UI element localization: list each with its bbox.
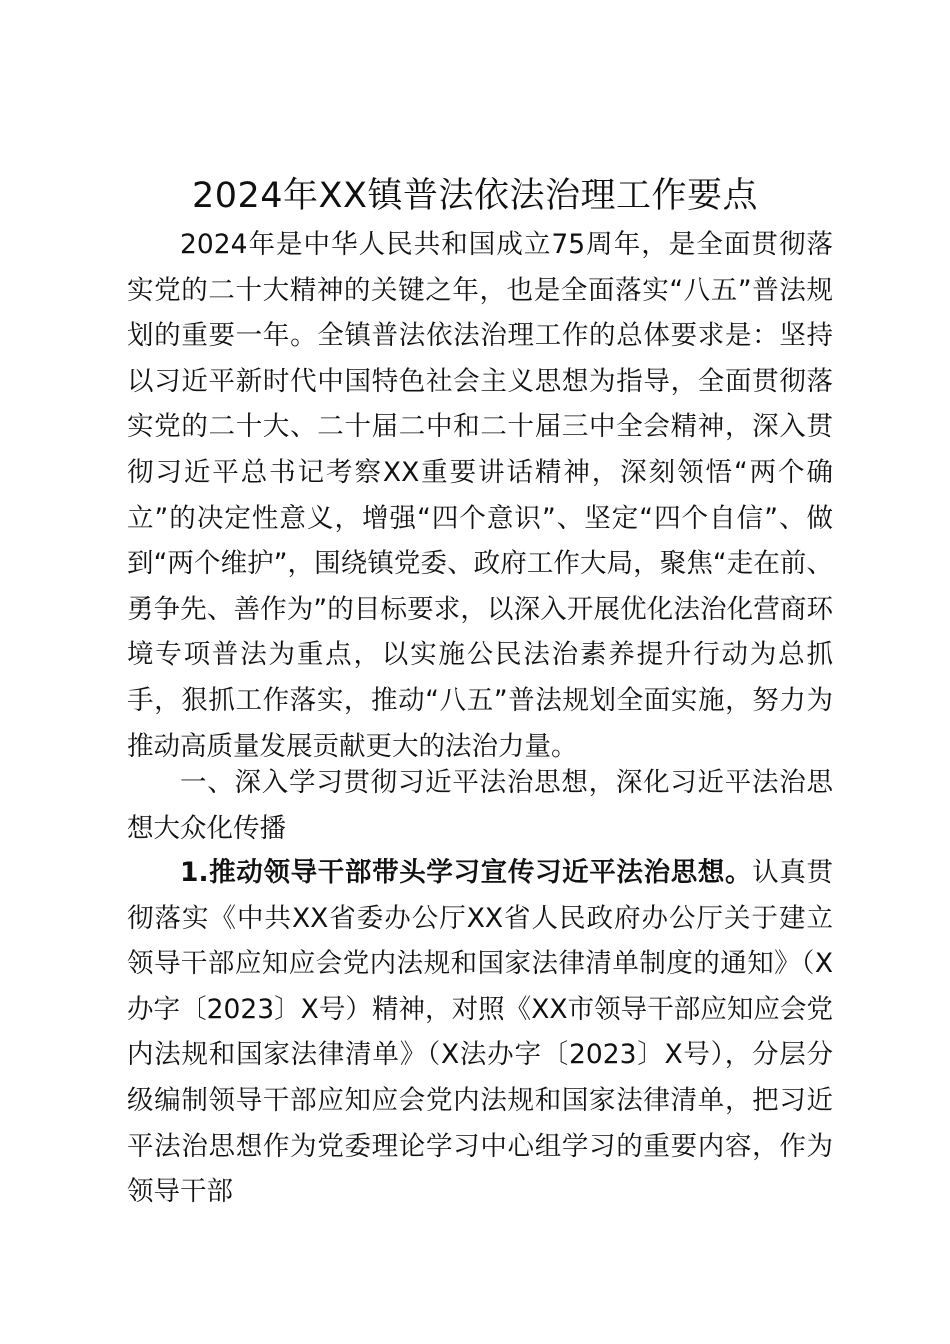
item-1-paragraph [127,850,833,1215]
section-1-heading: 一、深入学习贯彻习近平法治思想，深化习近平法治思想大众化传播 [127,767,833,844]
item-1-lead: 1.推动领导干部带头学习宣传习近平法治思想。 [180,857,753,888]
intro-paragraph: 2024年是中华人民共和国成立75周年，是全面贯彻落实党的二十大精神的关键之年，也是全面落实“八五”普法规划的重要一年。全镇普法依法治理工作的总体要求是：坚持以习近平新时代中国特色社会主义思想为指导，全面贯彻落实党的二十大、二十届二中和二十届三中全会精神，深入贯彻习近平总书记考察XX重要讲话精神，深刻领悟“两个确立”的决定性意义，增强“四个意识”、坚定“四个自信”、做到“两个维护”，围绕镇党委、政府工作大局，聚焦“走在前、勇争先、善作为”的目标要求，以深入开展优化法治化营商环境专项普法为重点，以实施公民法治素养提升行动为总抓手，狠抓工作落实，推动“八五”普法规划全面实施，努力为推动高质量发展贡献更大的法治力量。 [127,229,833,762]
item-1-text: 认真贯彻落实《中共XX省委办公厅XX省人民政府办公厅关于建立领导干部应知应会党内法规和国家法律清单制度的通知》（X办字〔2023〕X号）精神，对照《XX市领导干部应知应会党内法规和国家法律清单》（X法办字〔2023〕X号），分层分级编制领导干部应知应会党内法规和国家法律清单，把习近平法治思想作为党委理论学习中心组学习的重要内容，作为领导干部 [127,857,833,1208]
document-title: 2024年XX镇普法依法治理工作要点 [191,176,759,216]
